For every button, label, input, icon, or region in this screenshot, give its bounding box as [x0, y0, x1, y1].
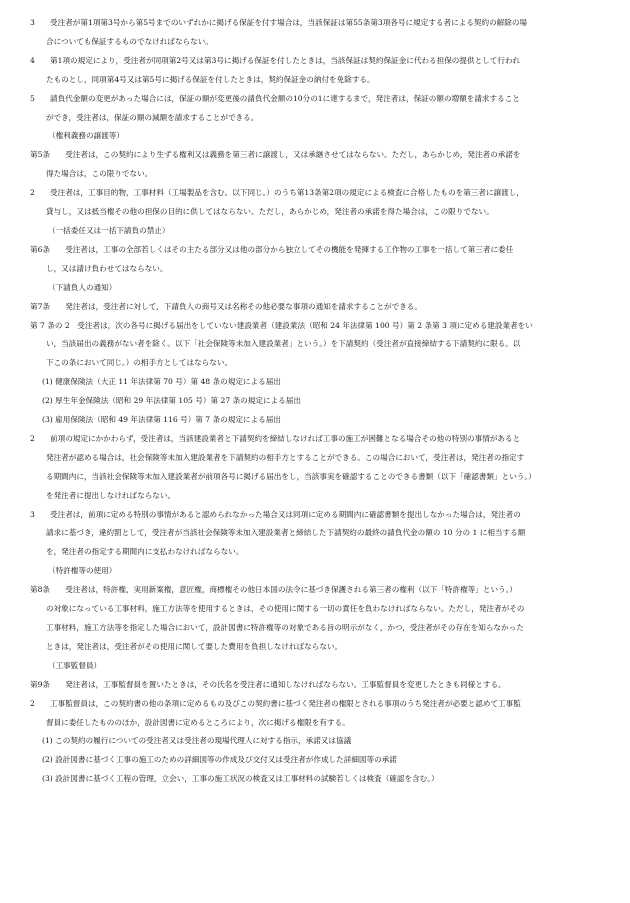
article-9-line-1: 第9条 発注者は，工事監督員を置いたときは，その氏名を受注者に通知しなければならない。工事監督員を変更したときも同様とする。	[30, 679, 506, 689]
article-9-item-2: (2) 設計図書に基づく工事の施工のための詳細図等の作成及び交付又は受注者が作成した詳細図等の承諾	[42, 755, 397, 765]
article-7-2-line-2: い，当該届出の義務がない者を除く。以下「社会保険等未加入建設業者」という。）を下請契約（受注者が直接締結する下請契約に限る。以	[46, 339, 521, 349]
article-6-line-2: し，又は請け負わせてはならない。	[46, 263, 168, 273]
article-7-2-item-3: (3) 雇用保険法（昭和 49 年法律第 116 号）第 7 条の規定による届出	[42, 415, 281, 425]
section-heading-subcontract-ban: （一括委任又は一括下請負の禁止）	[48, 225, 170, 235]
clause-5-line-1: 5 請負代金額の変更があった場合には，保証の額が変更後の請負代金額の10分の1に達するまで，発注者は，保証の額の増額を請求すること	[30, 93, 520, 103]
article-5-para-2-line-2: 貸与し，又は抵当権その他の担保の目的に供してはならない。ただし，あらかじめ，発注者の承諾を得た場合は，この限りでない。	[46, 207, 494, 217]
section-heading-subcontractor-notice: （下請負人の通知）	[48, 282, 117, 292]
article-7-2-para-3-line-2: 請求に基づき，違約罰として，受注者が当該社会保険等未加入建設業者と締結した下請契約の最終の請負代金の額の 10 分の 1 に相当する額	[46, 528, 526, 538]
clause-3-line-2: 合についても保証するものでなければならない。	[46, 36, 213, 46]
article-7-2-para-2-line-4: を発注者に提出しなければならない。	[46, 490, 176, 500]
article-7-2-item-2: (2) 厚生年金保険法（昭和 29 年法律第 105 号）第 27 条の規定による届出	[42, 396, 301, 406]
clause-4-line-2: たものとし，同項第4号又は第5号に掲げる保証を付したときは，契約保証金の納付を免除する。	[46, 74, 375, 84]
article-8-line-3: 工事材料，施工方法等を指定した場合において，設計図書に特許権等の対象である旨の明示がなく，かつ，受注者がその存在を知らなかった	[46, 623, 524, 632]
article-7-2-line-1: 第 7 条の 2 受注者は，次の各号に掲げる届出をしていない建設業者（建設業法（昭和 24 年法律第 100 号）第 2 条第 3 項に定める建設業者をい	[30, 320, 533, 330]
article-9-para-2-line-1: 2 工事監督員は，この契約書の他の条項に定めるもの及びこの契約書に基づく発注者の権限とされる事項のうち発注者が必要と認めて工事監	[30, 698, 521, 708]
article-9-item-1: (1) この契約の履行についての受注者又は受注者の現場代理人に対する指示，承諾又は協議	[42, 736, 352, 746]
article-7-2-para-2-line-2: 発注者が認める場合は，社会保険等未加入建設業者を下請契約の相手方とすることができる。この場合において，受注者は，発注者の指定す	[46, 452, 525, 462]
clause-4-line-1: 4 第1項の規定により，受注者が同項第2号又は第3号に掲げる保証を付したときは，当該保証は契約保証金に代わる担保の提供として行われ	[30, 55, 521, 65]
article-6-line-1: 第6条 受注者は，工事の全部若しくはその主たる部分又は他の部分から独立してその機能を発揮する工作物の工事を一括して第三者に委任	[30, 244, 514, 254]
clause-3-line-1: 3 受注者が第1項第3号から第5号までのいずれかに掲げる保証を付す場合は，当該保証は第55条第3項各号に規定する者による契約の解除の場	[30, 18, 528, 27]
article-7-2-line-3: 下この条において同じ。）の相手方としてはならない。	[46, 358, 233, 368]
article-7-line-1: 第7条 発注者は，受注者に対して，下請負人の商号又は名称その他必要な事項の通知を請求することができる。	[30, 301, 422, 311]
section-heading-supervisor: （工事監督員）	[48, 660, 102, 670]
article-8-line-4: ときは，発注者は，受注者がその使用に関して要した費用を負担しなければならない。	[46, 641, 343, 651]
section-heading-assignment: （権利義務の譲渡等）	[48, 131, 124, 141]
article-9-item-3: (3) 設計図書に基づく工程の管理，立会い，工事の施工状況の検査又は工事材料の試験若しくは検査（確認を含む。）	[42, 774, 439, 784]
article-7-2-para-3-line-1: 3 受注者は，前項に定める特別の事情があると認められなかった場合又は同項に定める期間内に確認書類を提出しなかった場合は，発注者の	[30, 509, 521, 519]
article-5-para-2-line-1: 2 受注者は，工事目的物，工事材料（工場製品を含む。以下同じ。）のうち第13条第2項の規定による検査に合格したものを第三者に譲渡し，	[30, 188, 524, 198]
article-5-line-2: 得た場合は，この限りでない。	[46, 169, 153, 179]
article-8-line-2: の対象になっている工事材料，施工方法等を使用するときは，その使用に関する一切の責任を負わなければならない。ただし，発注者がその	[46, 604, 525, 614]
article-7-2-para-2-line-3: る期間内に，当該社会保険等未加入建設業者が前項各号に掲げる届出をし，当該事実を確認することのできる書類（以下「確認書類」という。）	[46, 471, 536, 481]
article-7-2-para-3-line-3: を，発注者の指定する期間内に支払わなければならない。	[46, 547, 244, 557]
article-9-para-2-line-2: 督員に委任したもののほか，設計図書に定めるところにより，次に掲げる権限を有する。	[46, 717, 350, 727]
article-7-2-item-1: (1) 健康保険法（大正 11 年法律第 70 号）第 48 条の規定による届出	[42, 377, 281, 387]
article-7-2-para-2-line-1: 2 前項の規定にかかわらず，受注者は，当該建設業者と下請契約を締結しなければ工事の施工が困難となる場合その他の特別の事情があると	[30, 433, 521, 443]
article-8-line-1: 第8条 受注者は，特許権，実用新案権，意匠権，商標権その他日本国の法令に基づき保護される第三者の権利（以下「特許権等」という。）	[30, 585, 518, 595]
clause-5-line-2: ができ，受注者は，保証の額の減額を請求することができる。	[46, 112, 259, 122]
article-5-line-1: 第5条 受注者は，この契約により生ずる権利又は義務を第三者に譲渡し，又は承継させてはならない。ただし，あらかじめ，発注者の承諾を	[30, 150, 521, 160]
section-heading-patent: （特許権等の使用）	[48, 566, 117, 576]
